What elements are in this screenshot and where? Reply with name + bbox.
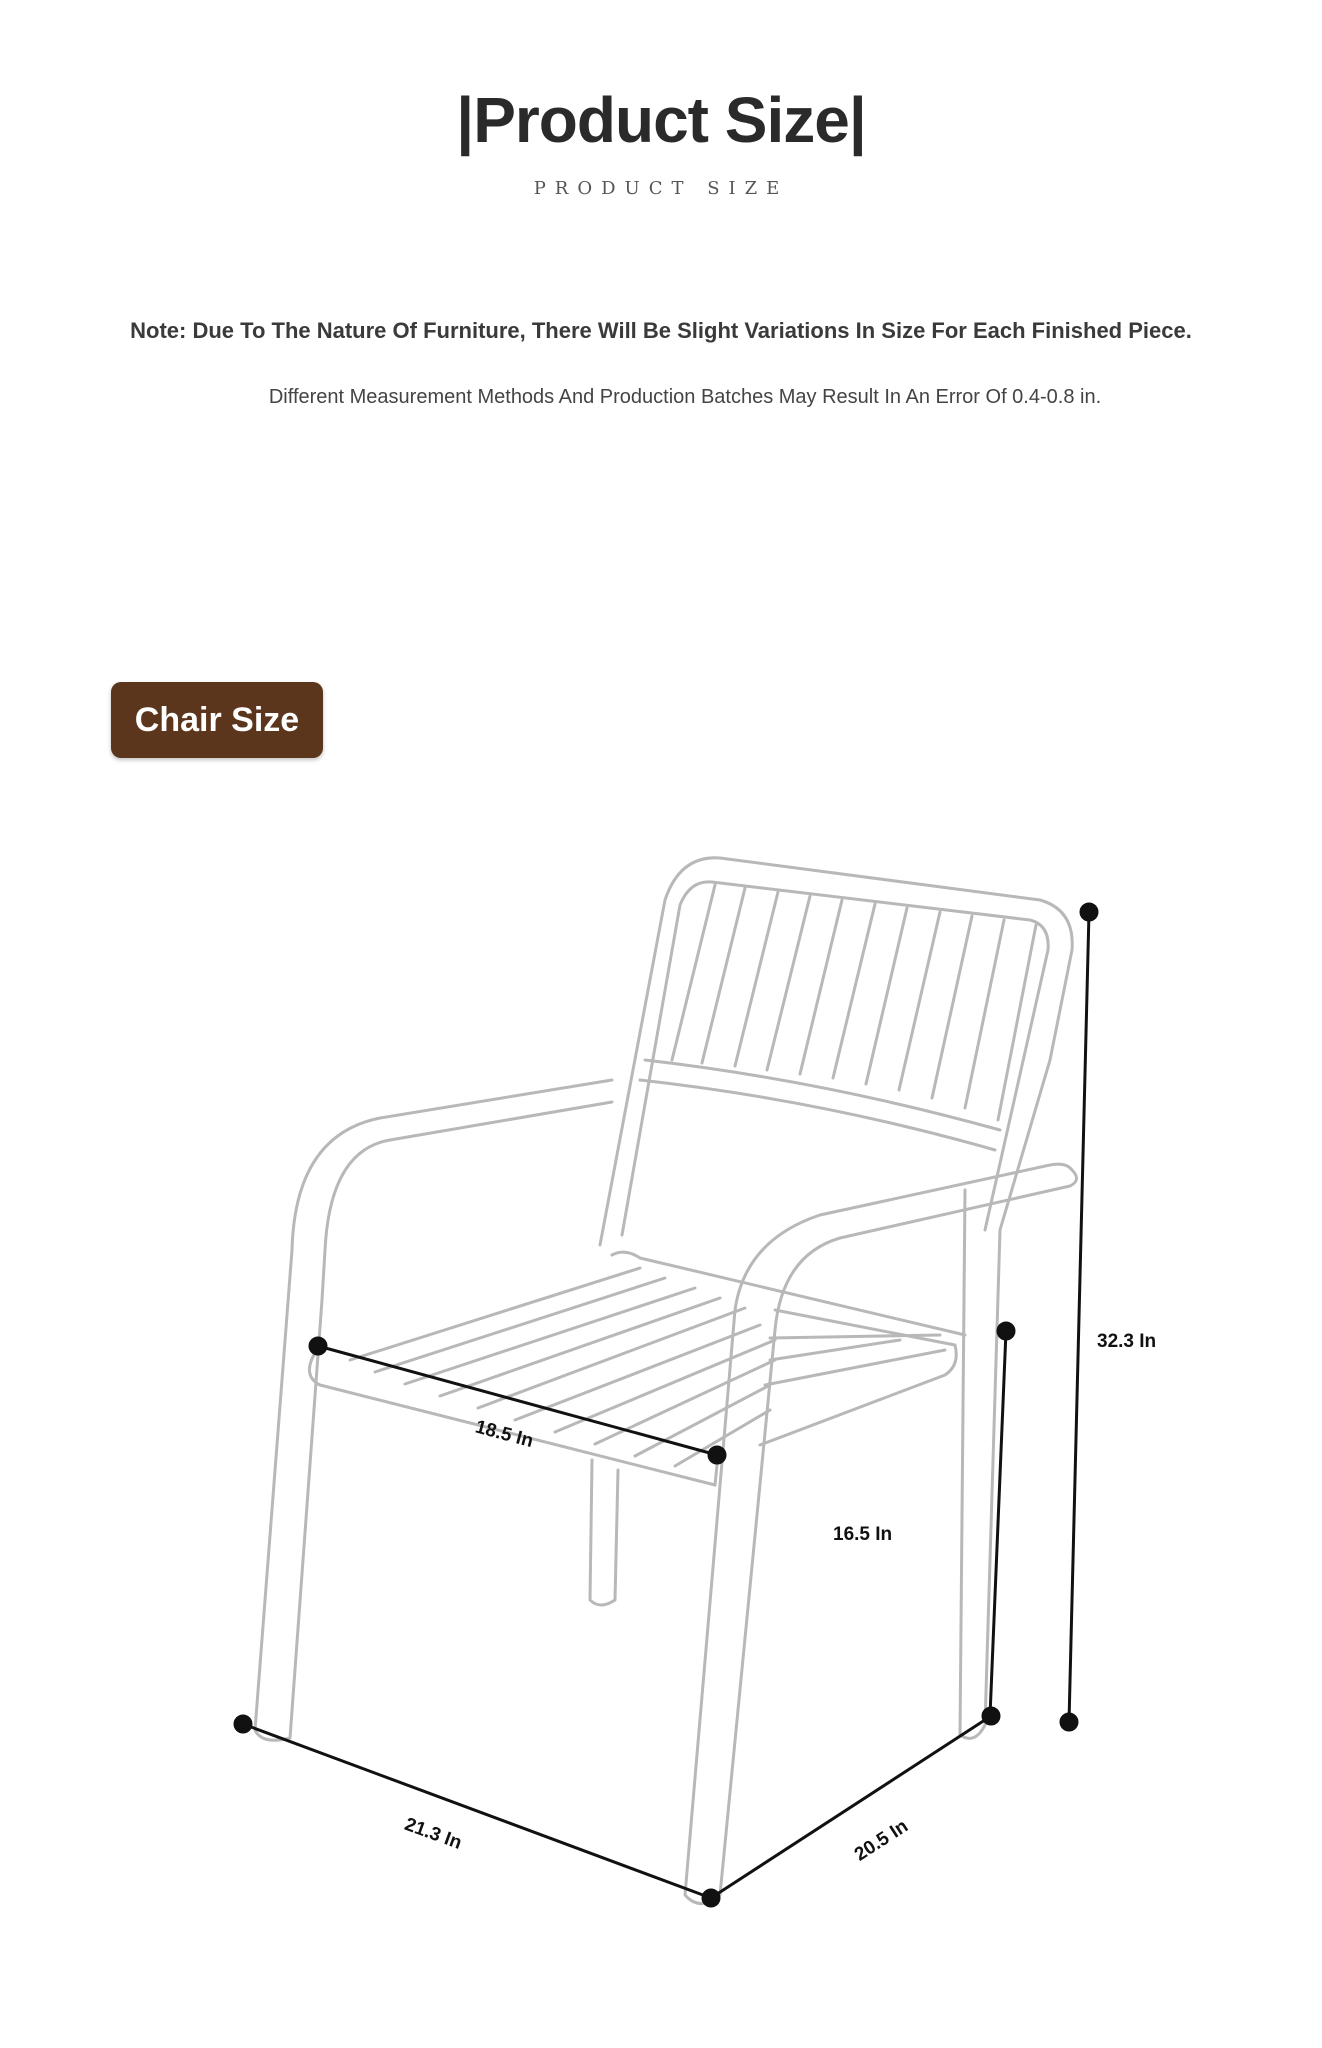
dimension-point — [703, 1890, 719, 1906]
total-height-label: 32.3 In — [1097, 1331, 1157, 1352]
front-width-line — [243, 1724, 711, 1898]
dimension-point — [1061, 1714, 1077, 1730]
front-width-label: 21.3 In — [401, 1813, 465, 1854]
dimension-point — [1081, 904, 1097, 920]
chair-size-badge: Chair Size — [111, 682, 323, 758]
size-note: Note: Due To The Nature Of Furniture, There Will Be Slight Variations In Size For Each Finished Piece. — [130, 318, 1192, 343]
dimension-point — [983, 1708, 999, 1724]
seat-width-label: 18.5 In — [472, 1416, 536, 1453]
depth-label: 20.5 In — [850, 1815, 912, 1866]
dimension-point — [235, 1716, 251, 1732]
measurement-note: Different Measurement Methods And Production Batches May Result In An Error Of 0.4-0.8 in. — [268, 386, 1102, 408]
depth-line — [711, 1716, 991, 1898]
page-title: |Product Size| — [456, 84, 866, 156]
chair-illustration — [255, 858, 1077, 1904]
seat-height-label: 16.5 In — [833, 1524, 893, 1545]
dimension-point — [709, 1447, 725, 1463]
page-subtitle: PRODUCT SIZE — [533, 178, 789, 199]
dimension-lines — [235, 904, 1097, 1906]
dimension-point — [998, 1323, 1014, 1339]
total-height-line — [1069, 912, 1089, 1722]
dimension-point — [310, 1338, 326, 1354]
